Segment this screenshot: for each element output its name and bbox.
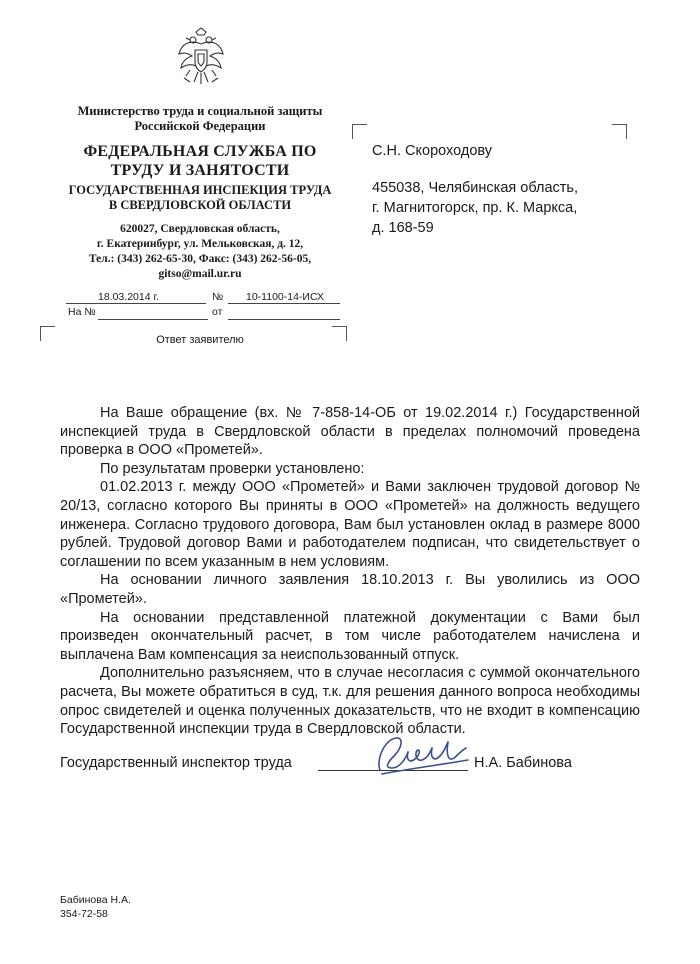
service-line1: ФЕДЕРАЛЬНАЯ СЛУЖБА ПО xyxy=(83,143,317,160)
recipient-address-line3: д. 168-59 xyxy=(372,220,434,236)
number-label: № xyxy=(212,291,224,303)
executor-info xyxy=(60,893,131,921)
recipient-corner-left xyxy=(352,124,367,139)
letter-body xyxy=(60,404,640,739)
address-line3: Тел.: (343) 262-65-30, Факс: (343) 262-56-05, xyxy=(88,253,312,265)
body-paragraph-3: 01.02.2013 г. между ООО «Прометей» и Вами заключен трудовой договор № 20/13, согласно которого Вы приняты в ООО «Прометей» на должность ведущего инженера. Согласно трудового договора, Вам был установлен оклад в размере 8000 рублей. Трудовой договор Вами и работодателем подписан, что свидетельствует о соглашении по всем указанным в нем условиям. xyxy=(60,479,640,570)
executor-phone: 354-72-58 xyxy=(60,908,108,920)
signatory-position: Государственный инспектор труда xyxy=(60,755,292,771)
reference-from-label: от xyxy=(212,306,223,318)
body-paragraph-2: По результатам проверки установлено: xyxy=(100,460,365,477)
number-underline xyxy=(228,303,340,304)
body-paragraph-6: Дополнительно разъясняем, что в случае несогласия с суммой окончательного расчета, Вы можете обратиться в суд, т.к. для решения данного вопроса необходимы опрос свидетелей и оценка полученных доказательств, что не входит в компенсацию Государственной инспекции труда в Свердловской области. xyxy=(60,665,640,738)
reference-underline xyxy=(98,319,208,320)
address-line2: г. Екатеринбург, ул. Мельковская, д. 12, xyxy=(96,238,304,250)
body-paragraph-4: На основании личного заявления 18.10.2013 г. Вы уволились из ООО «Прометей». xyxy=(60,572,640,607)
letter-subject: Ответ заявителю xyxy=(156,334,244,346)
outgoing-date: 18.03.2014 г. xyxy=(98,291,159,303)
body-paragraph-1: На Ваше обращение (вх. № 7-858-14-ОБ от 19.02.2014 г.) Государственной инспекцией труда в Свердловской области в пределах полномочий проведена проверка в ООО «Прометей». xyxy=(60,405,640,459)
inspection-line2: В СВЕРДЛОВСКОЙ ОБЛАСТИ xyxy=(108,198,292,212)
outgoing-number: 10-1100-14-ИСХ xyxy=(246,291,324,303)
signatory-name: Н.А. Бабинова xyxy=(474,755,572,771)
recipient-address xyxy=(372,178,578,238)
reference-from-underline xyxy=(228,319,340,320)
body-paragraph-5: На основании представленной платежной документации с Вами был произведен окончательный расчет, в том числе работодателем начислена и выплачена Вам компенсация за неиспользованный отпуск. xyxy=(60,609,640,663)
address-line1: 620027, Свердловская область, xyxy=(120,223,280,235)
ministry-name xyxy=(40,104,360,134)
service-line2: ТРУДУ И ЗАНЯТОСТИ xyxy=(110,162,290,179)
ministry-line2: Российской Федерации xyxy=(134,119,266,133)
handwritten-signature-icon xyxy=(362,730,472,780)
recipient-address-line2: г. Магнитогорск, пр. К. Маркса, xyxy=(372,200,578,216)
inspection-line1: ГОСУДАРСТВЕННАЯ ИНСПЕКЦИЯ ТРУДА xyxy=(68,183,332,197)
service-name xyxy=(40,142,360,180)
recipient-name: С.Н. Скороходову xyxy=(372,143,493,159)
coat-of-arms-icon xyxy=(174,26,228,90)
reference-label: На № xyxy=(68,306,96,318)
address-line4: gitso@mail.ur.ru xyxy=(158,268,242,280)
recipient-corner-right xyxy=(612,124,627,139)
inspection-name xyxy=(40,183,360,213)
ministry-line1: Министерство труда и социальной защиты xyxy=(77,104,323,118)
sender-address xyxy=(40,222,360,282)
date-underline xyxy=(66,303,206,304)
executor-name: Бабинова Н.А. xyxy=(60,894,131,906)
recipient-address-line1: 455038, Челябинская область, xyxy=(372,180,578,196)
